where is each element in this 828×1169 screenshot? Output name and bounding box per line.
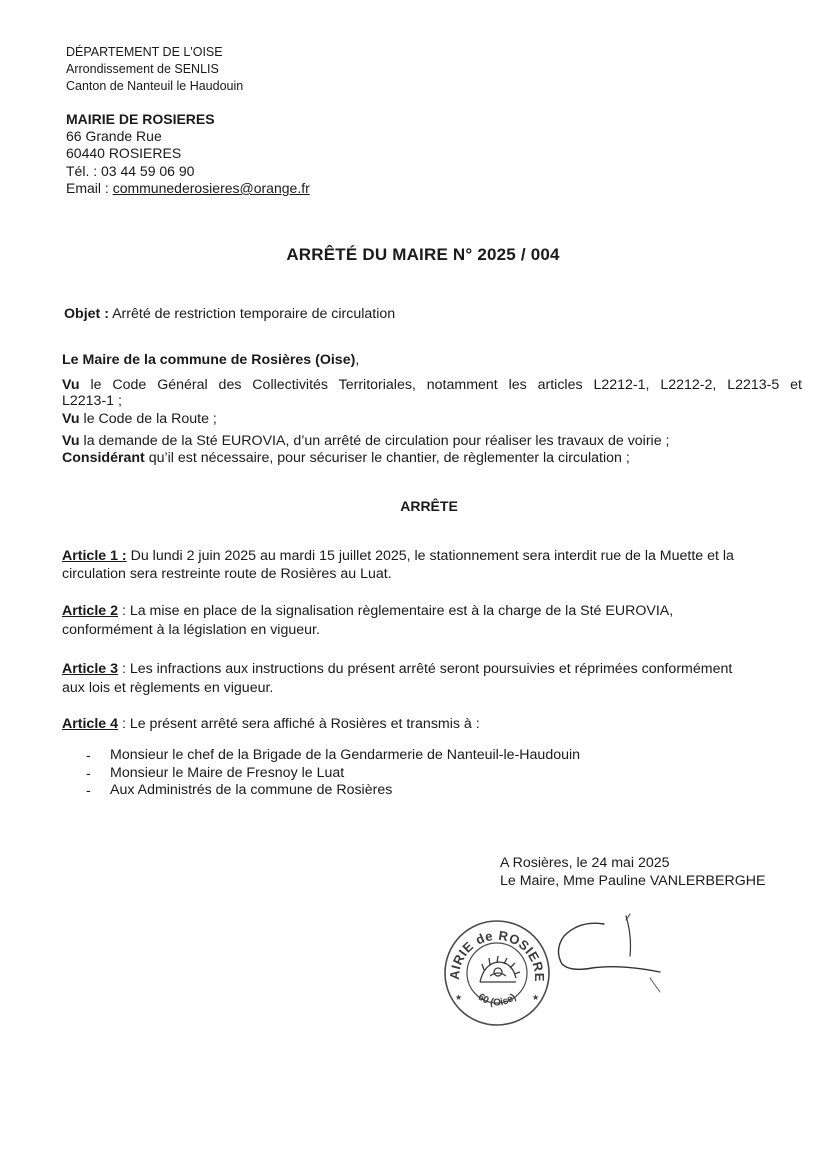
- page-title: ARRÊTÉ DU MAIRE N° 2025 / 004: [286, 245, 560, 264]
- mairie-address-street: 66 Grande Rue: [66, 128, 162, 144]
- considerant-text: qu’il est nécessaire, pour sécuriser le chantier, de règlementer la circulation ;: [144, 450, 630, 466]
- article-1-line-2: circulation sera restreinte route de Rosières au Luat.: [62, 566, 392, 582]
- vu-demande-text: la demande de la Sté EUROVIA, d’un arrêté de circulation pour réaliser les travaux de voirie ;: [79, 433, 670, 449]
- recipient-gendarmerie: Monsieur le chef de la Brigade de la Gendarmerie de Nanteuil-le-Haudouin: [110, 747, 581, 763]
- vu-cgct-text: le Code Général des Collectivités Territoriales, notamment les articles L2212-1, L2212-2, L2213-5 et: [79, 377, 802, 393]
- email-link[interactable]: communederosieres@orange.fr: [112, 180, 310, 196]
- vu-label: Vu: [62, 433, 80, 449]
- signature-icon: [550, 906, 670, 996]
- article-2-line-1: [62, 603, 673, 619]
- mairie-address-city: 60440 ROSIERES: [66, 145, 182, 161]
- article-1-label: Article 1 :: [62, 548, 127, 564]
- stamp-bottom-text: 60 (Oise): [475, 991, 519, 1009]
- handwritten-signature: [550, 906, 670, 1001]
- vu-code-route-text: le Code de la Route ;: [79, 411, 217, 427]
- vu-code-route-line: [62, 411, 217, 427]
- maire-label: Le Maire de la commune de Rosières (Oise): [62, 352, 356, 368]
- svg-text:★: ★: [532, 993, 540, 1002]
- article-1-text: Du lundi 2 juin 2025 au mardi 15 juillet 2025, le stationnement sera interdit rue de la Muette et la: [126, 548, 734, 564]
- article-2-label: Article 2: [62, 603, 118, 619]
- svg-text:60 (Oise): [476, 992, 519, 1009]
- stamp-ring-text: AIRIE de ROSIERE: [446, 927, 548, 983]
- signatory-name: Le Maire, Mme Pauline VANLERBERGHE: [500, 873, 766, 889]
- svg-text:★: ★: [455, 993, 463, 1002]
- email-label: Email :: [66, 180, 113, 196]
- vu-demande-line: [62, 433, 669, 449]
- article-3-line-1: [62, 661, 732, 677]
- vu-label: Vu: [62, 411, 80, 427]
- list-bullet: -: [86, 765, 91, 781]
- objet-line: [64, 306, 395, 322]
- mairie-email-line: [66, 180, 310, 196]
- article-4-line-1: [62, 716, 480, 732]
- vu-cgct-line-2: L2213-1 ;: [62, 393, 122, 409]
- article-4-text: : Le présent arrêté sera affiché à Rosières et transmis à :: [118, 716, 480, 732]
- stamp-seal-icon: [442, 918, 552, 1028]
- maire-tail: ,: [355, 352, 360, 368]
- arrete-heading: ARRÊTE: [400, 498, 458, 514]
- vu-cgct-line: [62, 376, 802, 394]
- objet-text: Arrêté de restriction temporaire de circulation: [108, 306, 396, 322]
- mairie-telephone: Tél. : 03 44 59 06 90: [66, 163, 195, 179]
- article-2-line-2: conformément à la législation en vigueur.: [62, 622, 320, 638]
- article-3-text: : Les infractions aux instructions du présent arrêté seront poursuivies et réprimées conformément: [118, 661, 733, 677]
- maire-line: [62, 352, 359, 368]
- place-date: A Rosières, le 24 mai 2025: [500, 855, 670, 871]
- article-2-text: : La mise en place de la signalisation règlementaire est à la charge de la Sté EUROVIA,: [118, 603, 674, 619]
- considerant-label: Considérant: [62, 450, 145, 466]
- recipient-administres: Aux Administrés de la commune de Rosières: [110, 782, 393, 798]
- article-3-line-2: aux lois et règlements en vigueur.: [62, 680, 274, 696]
- vu-label: Vu: [62, 377, 80, 393]
- stamp-emblem: [480, 956, 520, 982]
- arrondissement-line: Arrondissement de SENLIS: [66, 62, 219, 76]
- official-stamp: [442, 918, 552, 1033]
- mairie-name: MAIRIE DE ROSIERES: [66, 111, 215, 127]
- departement-line: DÉPARTEMENT DE L'OISE: [66, 45, 223, 59]
- canton-line: Canton de Nanteuil le Haudouin: [66, 79, 244, 93]
- objet-label: Objet :: [64, 306, 109, 322]
- article-4-label: Article 4: [62, 716, 118, 732]
- article-3-label: Article 3: [62, 661, 118, 677]
- article-1-line-1: [62, 548, 734, 564]
- list-bullet: -: [86, 782, 91, 798]
- considerant-line: [62, 450, 630, 466]
- list-bullet: -: [86, 747, 91, 763]
- recipient-maire-fresnoy: Monsieur le Maire de Fresnoy le Luat: [110, 765, 345, 781]
